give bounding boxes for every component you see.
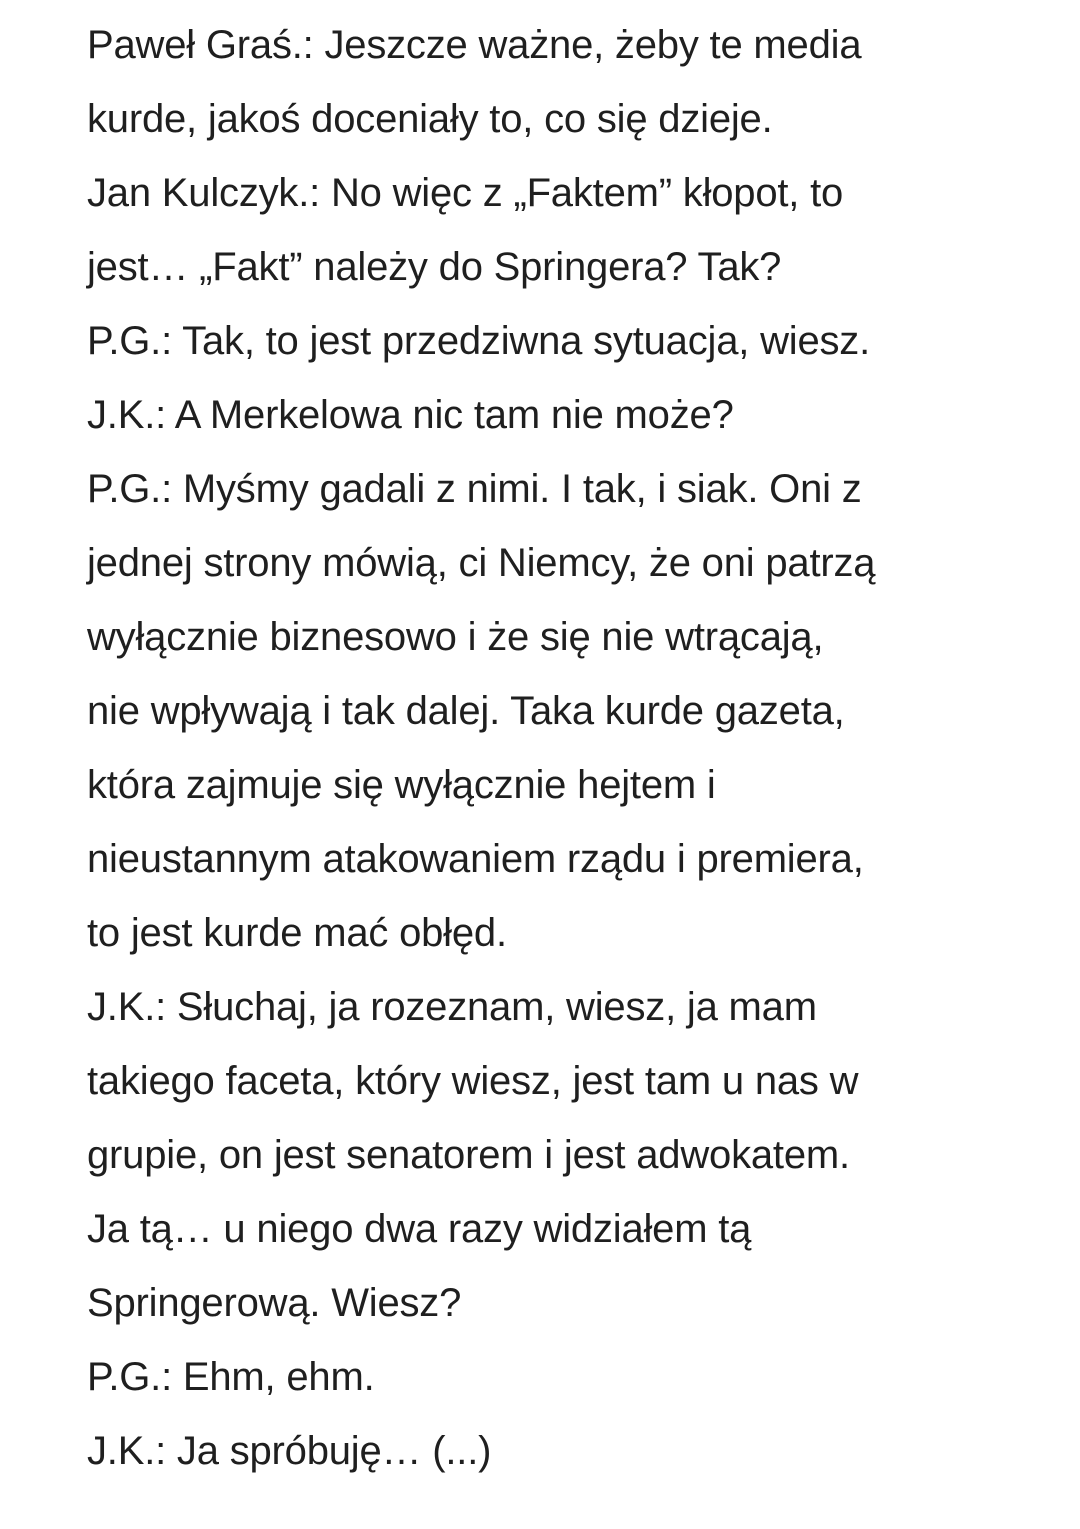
transcript-line: J.K.: Słuchaj, ja rozeznam, wiesz, ja mam (87, 985, 817, 1029)
transcript-line: jest… „Fakt” należy do Springera? Tak? (87, 245, 782, 289)
transcript-line: grupie, on jest senatorem i jest adwokatem. (87, 1133, 850, 1177)
transcript-line: kurde, jakoś doceniały to, co się dzieje. (87, 97, 773, 141)
transcript-line: nie wpływają i tak dalej. Taka kurde gazeta, (87, 689, 845, 733)
transcript-line: która zajmuje się wyłącznie hejtem i (87, 763, 716, 807)
transcript-line: J.K.: Ja spróbuję… (...) (87, 1429, 492, 1473)
transcript-line: P.G.: Tak, to jest przedziwna sytuacja, wiesz. (87, 319, 871, 363)
transcript-line: wyłącznie biznesowo i że się nie wtrącają, (87, 615, 824, 659)
transcript-line: to jest kurde mać obłęd. (87, 911, 507, 955)
transcript-line: P.G.: Myśmy gadali z nimi. I tak, i siak. Oni z (87, 467, 862, 511)
transcript-line: Springerową. Wiesz? (87, 1281, 462, 1325)
transcript-line: jednej strony mówią, ci Niemcy, że oni patrzą (87, 541, 876, 585)
transcript-line: Ja tą… u niego dwa razy widziałem tą (87, 1207, 752, 1251)
transcript-line: takiego faceta, który wiesz, jest tam u nas w (87, 1059, 859, 1103)
transcript-line: P.G.: Ehm, ehm. (87, 1355, 375, 1399)
transcript-line: nieustannym atakowaniem rządu i premiera, (87, 837, 864, 881)
transcript-line: Paweł Graś.: Jeszcze ważne, żeby te media (87, 23, 862, 67)
transcript-line: J.K.: A Merkelowa nic tam nie może? (87, 393, 734, 437)
transcript-line: Jan Kulczyk.: No więc z „Faktem” kłopot, to (87, 171, 844, 215)
transcript-text (87, 8, 1047, 1488)
